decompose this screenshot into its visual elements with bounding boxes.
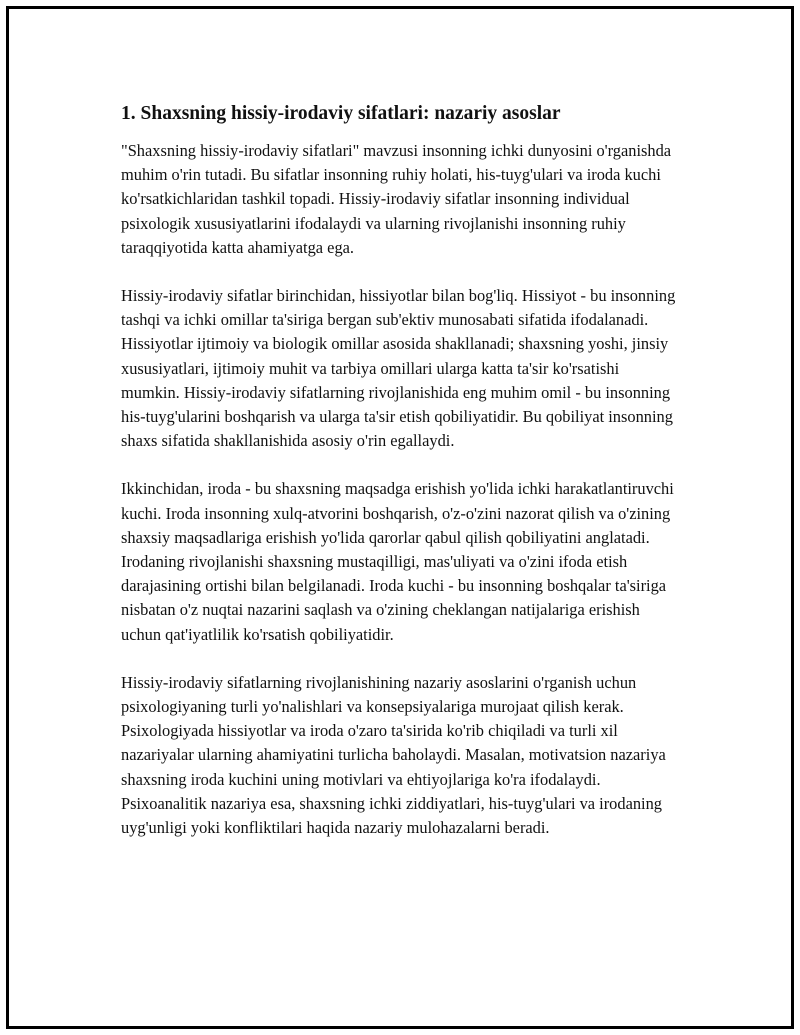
paragraph-3: Ikkinchidan, iroda - bu shaxsning maqsadga erishish yo'lida ichki harakatlantiruvchi kuchi. Iroda insonning xulq-atvorini boshqarish, o'z-o'zini nazorat qilish va o'zining shaxsiy maqsadlariga erishish yo'lida qarorlar qabul qilish qobiliyatini anglatadi. Irodaning rivojlanishi shaxsning mustaqilligi, mas'uliyati va o'zini ifoda etish darajasining ortishi bilan belgilanadi. Iroda kuchi - bu insonning boshqalar ta'siriga nisbatan o'z nuqtai nazarini saqlash va o'zining cheklangan natijalariga erishish uchun qat'iyatlilik ko'rsatish qobiliyatidir.	[121, 479, 674, 644]
paragraph-2: Hissiy-irodaviy sifatlar birinchidan, hissiyotlar bilan bog'liq. Hissiyot - bu insonning tashqi va ichki omillar ta'siriga bergan sub'ektiv munosabati sifatida ifodalanadi. Hissiyotlar ijtimoiy va biologik omillar asosida shakllanadi; shaxsning yoshi, jinsiy xususiyatlari, ijtimoiy muhit va tarbiya omillari ularga katta ta'sir ko'rsatishi mumkin. Hissiy-irodaviy sifatlarning rivojlanishida eng muhim omil - bu insonning his-tuyg'ularini boshqarish va ularga ta'sir etish qobiliyatidir. Bu qobiliyat insonning shaxs sifatida shakllanishida asosiy o'rin egallaydi.	[121, 286, 676, 451]
paragraph-4: Hissiy-irodaviy sifatlarning rivojlanishining nazariy asoslarini o'rganish uchun psixologiyaning turli yo'nalishlari va konsepsiyalariga murojaat qilish kerak. Psixologiyada hissiyotlar va iroda o'zaro ta'sirida ko'rib chiqiladi va turli xil nazariyalar ularning ahamiyatini turlicha baholaydi. Masalan, motivatsion nazariya shaxsning iroda kuchini uning motivlari va ehtiyojlariga ko'ra ifodalaydi. Psixoanalitik nazariya esa, shaxsning ichki ziddiyatlari, his-tuyg'ulari va irodaning uyg'unligi yoki konfliktilari haqida nazariy mulohazalarni beradi.	[121, 672, 666, 838]
page-frame	[6, 6, 794, 1029]
section-heading: 1. Shaxsning hissiy-irodaviy sifatlari: nazariy asoslar	[121, 103, 561, 124]
document-body	[121, 101, 681, 864]
paragraph-1: "Shaxsning hissiy-irodaviy sifatlari" mavzusi insonning ichki dunyosini o'rganishda muhim o'rin tutadi. Bu sifatlar insonning ruhiy holati, his-tuyg'ulari va iroda kuchi ko'rsatkichlaridan tashkil topadi. Hissiy-irodaviy sifatlar insonning individual psixologik xususiyatlarini ifodalaydi va ularning rivojlanishi insonning ruhiy taraqqiyotida katta ahamiyatga ega.	[121, 141, 672, 257]
